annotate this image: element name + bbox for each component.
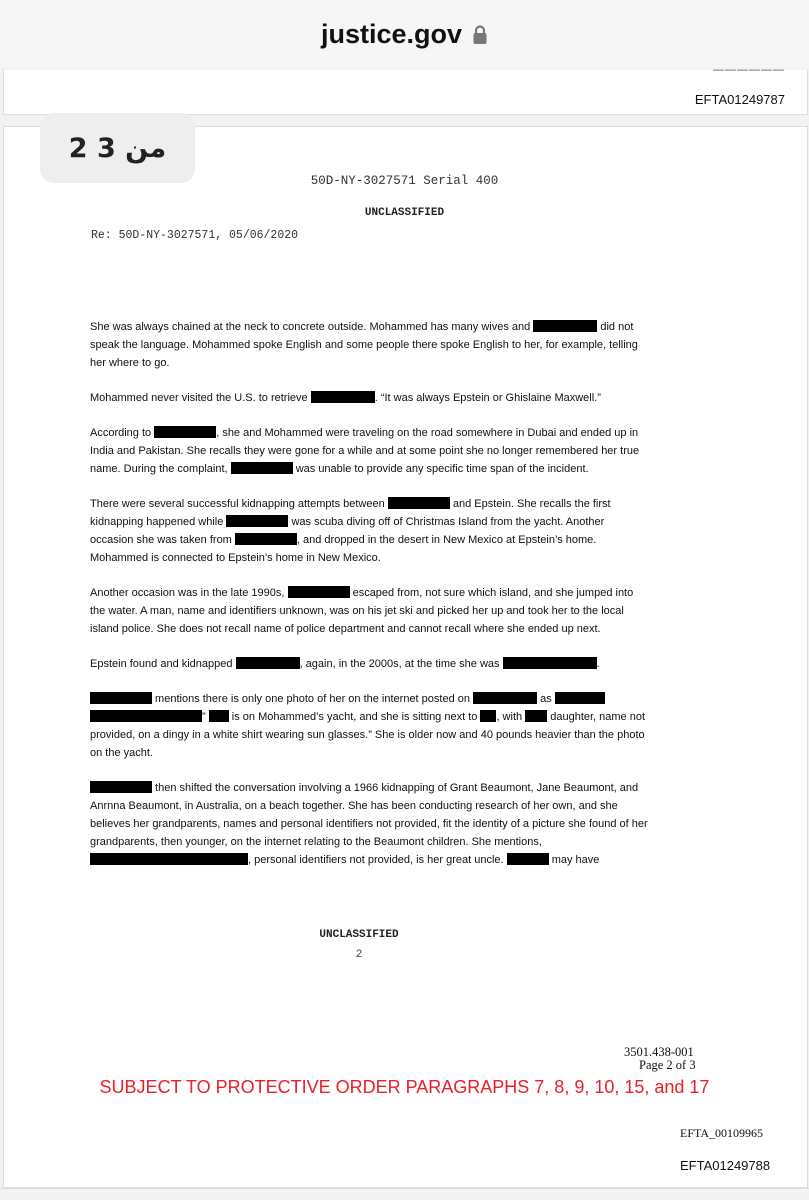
page-counter-badge: 2 من 3	[40, 113, 195, 183]
paragraph-text: did not speak the language. Mohammed spoke English and some people there spoke English to her, for example, telling her where to go.	[90, 321, 638, 369]
redaction-box	[90, 853, 248, 865]
redaction-box	[525, 710, 547, 722]
paragraph-text: . “It was always Epstein or Ghislaine Maxwell.”	[374, 392, 601, 404]
redaction-box	[503, 657, 597, 669]
redaction-box	[388, 497, 450, 509]
redaction-box	[154, 426, 216, 438]
document-body	[90, 318, 650, 886]
previous-page-efta-id: EFTA01249787	[694, 92, 785, 107]
address-bar[interactable]	[0, 0, 809, 68]
page-number: 2	[355, 949, 363, 961]
paragraph-text: may have	[548, 854, 600, 866]
redaction-box	[236, 657, 300, 669]
lock-icon	[472, 25, 488, 45]
paragraph-text: There were several successful kidnapping attempts between	[90, 498, 388, 510]
paragraph-text: daughter, name not provided, on a dingy in a white shirt wearing sun glasses.” She is older now and 40 pounds heavier than the photo on the yacht.	[90, 711, 646, 759]
redaction-box	[555, 692, 605, 704]
efta-inner-id: EFTA_00109965	[680, 1126, 764, 1140]
paragraph-text: then shifted the conversation involving a 1966 kidnapping of Grant Beaumont, Jane Beaumont, and Anrnna Beaumont, in Australia, on a beach together. She has been conducting research of her own, and she believes her grandparents, names and personal identifiers not provided, fit the identity of a picture she found of her grandparents, then younger, on the internet relating to the Beaumont children. She mentions,	[90, 782, 648, 848]
protective-order-notice: SUBJECT TO PROTECTIVE ORDER PARAGRAPHS 7, 8, 9, 10, 15, and 17	[99, 1077, 710, 1097]
paragraph	[90, 584, 650, 638]
redaction-box	[231, 462, 293, 474]
paragraph	[90, 318, 650, 372]
paragraph-text: , personal identifiers not provided, is her great uncle.	[248, 854, 507, 866]
bates-stamp-id: 3501.438-001	[624, 1045, 694, 1059]
paragraph	[90, 495, 650, 567]
redaction-box	[90, 781, 152, 793]
paragraph-text: , and dropped in the desert in New Mexico at Epstein’s home. Mohammed is connected to Epstein’s home in New Mexico.	[90, 534, 597, 564]
paragraph-text: is on Mohammed’s yacht, and she is sitting next to	[228, 711, 481, 723]
paragraph-text: mentions there is only one photo of her on the internet posted on	[152, 693, 474, 705]
redaction-box	[507, 853, 549, 865]
paragraph	[90, 389, 650, 407]
re-line: Re: 50D-NY-3027571, 05/06/2020	[91, 229, 299, 242]
redaction-box	[90, 692, 152, 704]
redaction-box	[473, 692, 537, 704]
document-serial: 50D-NY-3027571 Serial 400	[310, 174, 499, 188]
paragraph	[90, 690, 650, 762]
paragraph-text: Epstein found and kidnapped	[90, 658, 236, 670]
paragraph-text: According to	[90, 427, 155, 439]
paragraph-text: and Epstein. She recalls the first kidnapping happened while	[90, 498, 611, 528]
redaction-box	[533, 320, 597, 332]
paragraph-text: , she and Mohammed were traveling on the road somewhere in Dubai and ended up in India and Pakistan. She recalls they were gone for a while and at some point she no longer remembered her true name. During the complaint,	[90, 427, 640, 475]
paragraph-text: ”	[202, 711, 209, 723]
paragraph	[90, 779, 650, 869]
redaction-box	[311, 391, 375, 403]
paragraph	[90, 655, 650, 673]
paragraph-text: was scuba diving off of Christmas Island from the yacht. Another occasion she was taken from	[90, 516, 605, 546]
paragraph-text: Mohammed never visited the U.S. to retrieve	[90, 392, 311, 404]
redaction-box	[90, 710, 202, 722]
redaction-box	[209, 710, 229, 722]
redaction-box	[288, 586, 350, 598]
previous-page-strip	[3, 64, 808, 115]
paragraph-text: escaped from, not sure which island, and she jumped into the water. A man, name and identifiers unknown, was on his jet ski and picked her up and took her to the local island police. She does not recall name of police department and cannot recall where she ended up next.	[90, 587, 634, 635]
paragraph-text: .	[596, 658, 600, 670]
paragraph-text: as	[537, 693, 555, 705]
paragraph-text: , again, in the 2000s, at the time she was	[299, 658, 503, 670]
paragraph-text: , with	[496, 711, 526, 723]
cut-off-text: ――――――	[713, 64, 785, 76]
paragraph-text: She was always chained at the neck to concrete outside. Mohammed has many wives and	[90, 321, 534, 333]
footer-classification: UNCLASSIFIED	[319, 929, 399, 941]
redaction-box	[226, 515, 288, 527]
paragraph-text: was unable to provide any specific time span of the incident.	[292, 463, 589, 475]
redaction-box	[480, 710, 496, 722]
header-classification: UNCLASSIFIED	[364, 207, 445, 219]
efta-footer-id: EFTA01249788	[680, 1158, 771, 1173]
next-page-edge	[0, 1188, 809, 1200]
redaction-box	[235, 533, 297, 545]
bates-page-of: Page 2 of 3	[639, 1058, 696, 1072]
paragraph-text: Another occasion was in the late 1990s,	[90, 587, 288, 599]
paragraph	[90, 424, 650, 478]
domain-label: justice.gov	[320, 18, 463, 49]
